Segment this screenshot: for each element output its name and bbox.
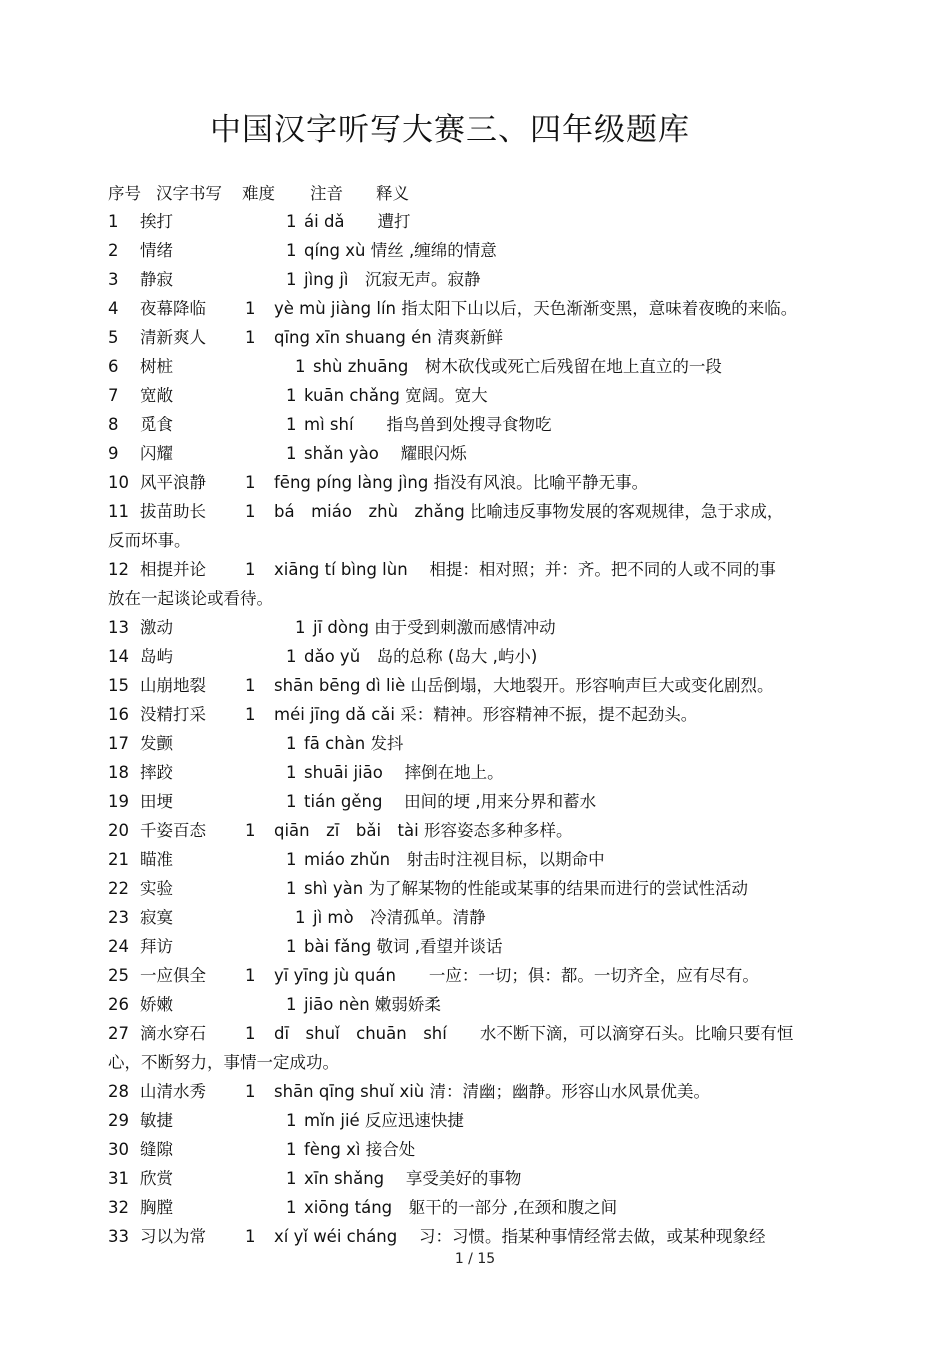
entry-difficulty: 1 [245,1082,256,1101]
entry-number: 2 [108,241,119,260]
entry-number: 32 [108,1198,129,1217]
entry-number: 20 [108,821,129,840]
entry-word: 欣赏 [140,1169,173,1188]
entry-word: 习以为常 [140,1227,206,1246]
entry-word: 山清水秀 [140,1082,206,1101]
entry-continuation: 心，不断努力，事情一定成功。 [108,1053,339,1072]
entry-pinyin-meaning: dǎo yǔ 岛的总称 (岛大 ,屿小) [304,647,538,666]
list-item [108,1106,848,1135]
entry-difficulty: 1 [245,1227,256,1246]
entry-number: 29 [108,1111,129,1130]
entry-pinyin-meaning: tián gěng 田间的埂 ,用来分界和蓄水 [304,792,597,811]
entry-pinyin-meaning: ái dǎ 遭打 [304,212,411,231]
list-item [108,1019,848,1077]
entry-continuation: 反而坏事。 [108,531,191,550]
entry-word: 山崩地裂 [140,676,206,695]
entry-difficulty: 1 [286,1198,297,1217]
entry-word: 闪耀 [140,444,173,463]
entry-number: 26 [108,995,129,1014]
entry-word: 田埂 [140,792,173,811]
entry-difficulty: 1 [245,1024,256,1043]
entry-number: 30 [108,1140,129,1159]
entry-number: 31 [108,1169,129,1188]
entry-pinyin-meaning: shì yàn 为了解某物的性能或某事的结果而进行的尝试性活动 [304,879,748,898]
entry-pinyin-meaning: jī dòng 由于受到刺激而感情冲动 [313,618,556,637]
entry-number: 28 [108,1082,129,1101]
list-item [108,642,848,671]
entry-word: 夜幕降临 [140,299,206,318]
entry-word: 没精打采 [140,705,206,724]
entry-pinyin-meaning: yè mù jiàng lín 指太阳下山以后，天色渐渐变黑，意味着夜晚的来临。 [274,299,798,318]
list-item [108,323,848,352]
entry-difficulty: 1 [286,1111,297,1130]
list-item [108,729,848,758]
header-num: 序号 [108,184,141,203]
list-item [108,555,848,613]
entry-difficulty: 1 [286,241,297,260]
entry-pinyin-meaning: yī yīng jù quán 一应：一切；俱：都。一切齐全，应有尽有。 [274,966,759,985]
entry-word: 寂寞 [140,908,173,927]
list-item [108,381,848,410]
list-item [108,497,848,555]
entry-word: 瞄准 [140,850,173,869]
entry-difficulty: 1 [286,1140,297,1159]
entry-difficulty: 1 [286,386,297,405]
entry-pinyin-meaning: shù zhuāng 树木砍伐或死亡后残留在地上直立的一段 [313,357,722,376]
list-item [108,294,848,323]
entry-number: 10 [108,473,129,492]
entry-word: 树桩 [140,357,173,376]
list-item [108,352,848,381]
entry-number: 6 [108,357,119,376]
entry-pinyin-meaning: shān bēng dì liè 山岳倒塌，大地裂开。形容响声巨大或变化剧烈。 [274,676,774,695]
entry-difficulty: 1 [245,502,256,521]
entry-difficulty: 1 [245,966,256,985]
page-title: 中国汉字听写大赛三、四年级题库 [210,112,690,148]
entry-difficulty: 1 [286,763,297,782]
entry-pinyin-meaning: bài fǎng 敬词 ,看望并谈话 [304,937,503,956]
list-item [108,236,848,265]
entry-word: 娇嫩 [140,995,173,1014]
entry-word: 缝隙 [140,1140,173,1159]
entry-number: 21 [108,850,129,869]
entry-word: 挨打 [140,212,173,231]
entry-difficulty: 1 [245,821,256,840]
entry-pinyin-meaning: fā chàn 发抖 [304,734,404,753]
entry-pinyin-meaning: mì shí 指鸟兽到处搜寻食物吃 [304,415,552,434]
entry-word: 实验 [140,879,173,898]
list-item [108,1135,848,1164]
entry-difficulty: 1 [245,328,256,347]
entry-number: 19 [108,792,129,811]
entry-difficulty: 1 [286,1169,297,1188]
list-item [108,1077,848,1106]
entry-difficulty: 1 [245,705,256,724]
entry-difficulty: 1 [286,212,297,231]
entry-word: 静寂 [140,270,173,289]
entry-difficulty: 1 [295,908,306,927]
entry-difficulty: 1 [286,879,297,898]
entry-word: 激动 [140,618,173,637]
list-item [108,903,848,932]
entry-difficulty: 1 [245,473,256,492]
entry-pinyin-meaning: shǎn yào 耀眼闪烁 [304,444,467,463]
entry-difficulty: 1 [295,618,306,637]
entry-pinyin-meaning: fèng xì 接合处 [304,1140,416,1159]
entry-difficulty: 1 [286,270,297,289]
entry-difficulty: 1 [286,937,297,956]
entry-word: 拜访 [140,937,173,956]
entry-word: 风平浪静 [140,473,206,492]
entry-number: 22 [108,879,129,898]
entry-number: 18 [108,763,129,782]
header-pinyin: 注音 [310,184,343,203]
entry-difficulty: 1 [245,560,256,579]
entry-word: 千姿百态 [140,821,206,840]
entry-difficulty: 1 [286,734,297,753]
entry-difficulty: 1 [286,995,297,1014]
entry-word: 觅食 [140,415,173,434]
entry-pinyin-meaning: shuāi jiāo 摔倒在地上。 [304,763,504,782]
entry-word: 一应俱全 [140,966,206,985]
entry-difficulty: 1 [245,676,256,695]
entry-pinyin-meaning: méi jīng dǎ cǎi 采：精神。形容精神不振，提不起劲头。 [274,705,698,724]
entry-number: 16 [108,705,129,724]
entry-pinyin-meaning: miáo zhǔn 射击时注视目标，以期命中 [304,850,605,869]
entry-pinyin-meaning: jiāo nèn 嫩弱娇柔 [304,995,441,1014]
list-item [108,439,848,468]
list-item [108,787,848,816]
entry-number: 9 [108,444,119,463]
entry-number: 5 [108,328,119,347]
entry-number: 13 [108,618,129,637]
entry-pinyin-meaning: xí yǐ wéi cháng 习：习惯。指某种事情经常去做，或某种现象经 [274,1227,766,1246]
list-item [108,932,848,961]
entry-word: 相提并论 [140,560,206,579]
entry-number: 27 [108,1024,129,1043]
entry-pinyin-meaning: qíng xù 情丝 ,缠绵的情意 [304,241,497,260]
entry-number: 1 [108,212,119,231]
entry-number: 17 [108,734,129,753]
entry-number: 8 [108,415,119,434]
entry-word: 发颤 [140,734,173,753]
entry-difficulty: 1 [295,357,306,376]
entry-list [108,207,848,1251]
list-item [108,468,848,497]
header-word: 汉字书写 [156,184,222,203]
entry-pinyin-meaning: jì mò 冷清孤单。清静 [313,908,486,927]
list-item [108,990,848,1019]
entry-number: 7 [108,386,119,405]
entry-pinyin-meaning: mǐn jié 反应迅速快捷 [304,1111,464,1130]
entry-pinyin-meaning: dī shuǐ chuān shí 水不断下滴，可以滴穿石头。比喻只要有恒 [274,1024,794,1043]
entry-word: 清新爽人 [140,328,206,347]
entry-number: 11 [108,502,129,521]
entry-pinyin-meaning: xīn shǎng 享受美好的事物 [304,1169,522,1188]
entry-word: 拔苗助长 [140,502,206,521]
entry-number: 23 [108,908,129,927]
entry-pinyin-meaning: bá miáo zhù zhǎng 比喻违反事物发展的客观规律，急于求成， [274,502,784,521]
entry-number: 3 [108,270,119,289]
entry-pinyin-meaning: qīng xīn shuang én 清爽新鲜 [274,328,503,347]
entry-difficulty: 1 [245,299,256,318]
entry-difficulty: 1 [286,415,297,434]
list-item [108,265,848,294]
entry-pinyin-meaning: shān qīng shuǐ xiù 清：清幽；幽静。形容山水风景优美。 [274,1082,710,1101]
entry-word: 情绪 [140,241,173,260]
list-item [108,700,848,729]
entry-word: 胸膛 [140,1198,173,1217]
entry-pinyin-meaning: xiōng táng 躯干的一部分 ,在颈和腹之间 [304,1198,618,1217]
entry-word: 摔跤 [140,763,173,782]
list-item [108,961,848,990]
header-meaning: 释义 [376,184,409,203]
list-item [108,613,848,642]
entry-difficulty: 1 [286,647,297,666]
entry-number: 33 [108,1227,129,1246]
list-item [108,1193,848,1222]
header-difficulty: 难度 [242,184,275,203]
entry-pinyin-meaning: jìng jì 沉寂无声。寂静 [304,270,481,289]
page-indicator: 1 / 15 [454,1251,496,1267]
entry-pinyin-meaning: fēng píng làng jìng 指没有风浪。比喻平静无事。 [274,473,649,492]
list-item [108,671,848,700]
entry-continuation: 放在一起谈论或看待。 [108,589,273,608]
list-item [108,758,848,787]
entry-pinyin-meaning: xiāng tí bìng lùn 相提：相对照；并：齐。把不同的人或不同的事 [274,560,776,579]
list-item [108,816,848,845]
list-item [108,1222,848,1251]
list-item [108,410,848,439]
entry-word: 宽敞 [140,386,173,405]
list-item [108,1164,848,1193]
entry-number: 15 [108,676,129,695]
entry-number: 12 [108,560,129,579]
list-item [108,845,848,874]
entry-word: 敏捷 [140,1111,173,1130]
entry-word: 滴水穿石 [140,1024,206,1043]
entry-difficulty: 1 [286,850,297,869]
entry-difficulty: 1 [286,792,297,811]
entry-number: 4 [108,299,119,318]
list-item [108,207,848,236]
entry-pinyin-meaning: kuān chǎng 宽阔。宽大 [304,386,488,405]
entry-number: 24 [108,937,129,956]
entry-difficulty: 1 [286,444,297,463]
entry-number: 25 [108,966,129,985]
entry-word: 岛屿 [140,647,173,666]
entry-number: 14 [108,647,129,666]
entry-pinyin-meaning: qiān zī bǎi tài 形容姿态多种多样。 [274,821,573,840]
list-item [108,874,848,903]
